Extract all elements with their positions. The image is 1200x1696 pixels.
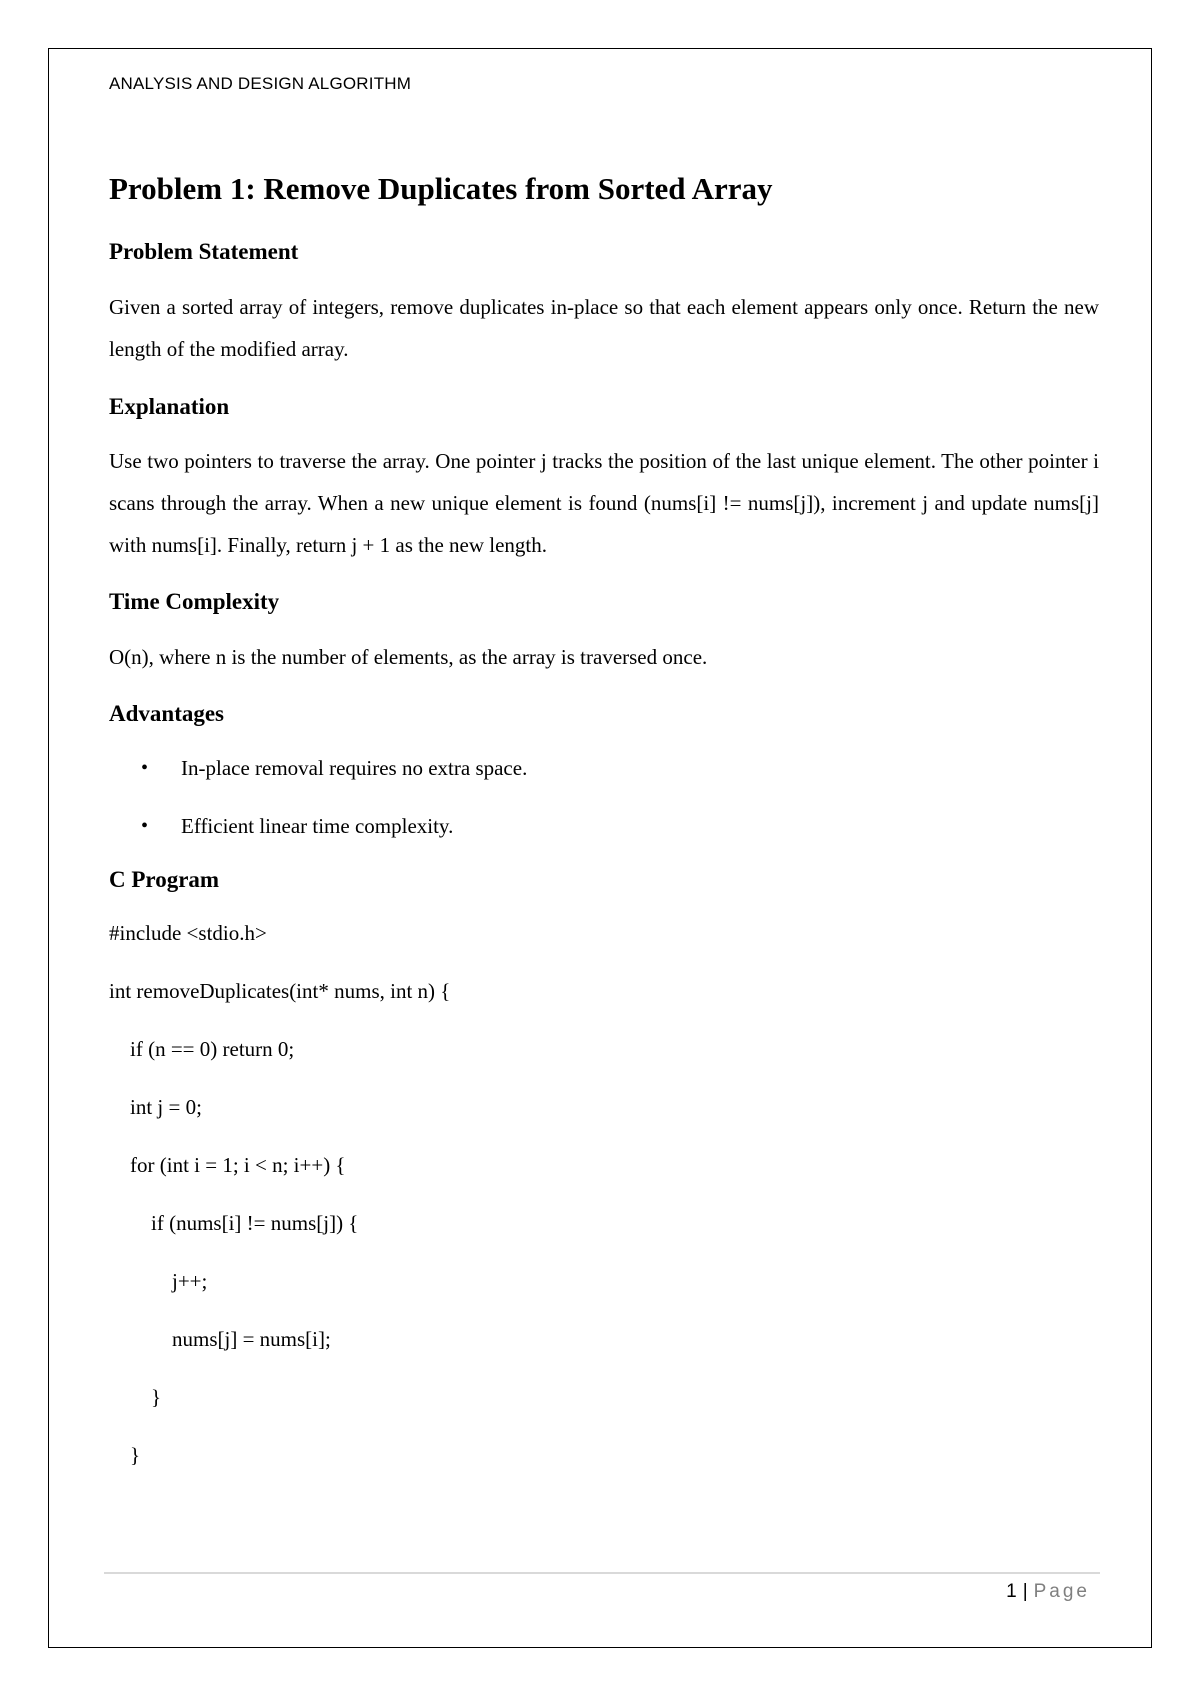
explanation-text: Use two pointers to traverse the array. One pointer j tracks the position of the last unique element. The other pointer i scans through the array. When a new unique element is found (nums[i] != nums[j]), increment j and update nums[j] with nums[i]. Finally, return j + 1 as the new length. — [109, 449, 1099, 558]
explanation-heading: Explanation — [109, 393, 230, 419]
bullet-icon: • — [141, 814, 149, 837]
code-line: nums[j] = nums[i]; — [109, 1327, 331, 1352]
bullet-icon: • — [141, 756, 149, 779]
list-item — [109, 808, 1099, 866]
running-header: ANALYSIS AND DESIGN ALGORITHM — [109, 74, 412, 93]
advantage-text: In-place removal requires no extra space. — [181, 755, 528, 780]
code-line: } — [109, 1385, 162, 1410]
code-block — [109, 915, 1099, 1495]
list-item — [109, 750, 1099, 808]
code-line: } — [109, 1443, 141, 1468]
code-line: int removeDuplicates(int* nums, int n) { — [109, 979, 451, 1004]
document-body — [109, 170, 1099, 1495]
time-complexity-text: O(n), where n is the number of elements, as the array is traversed once. — [109, 644, 708, 669]
code-line: if (nums[i] != nums[j]) { — [109, 1211, 359, 1236]
advantage-text: Efficient linear time complexity. — [181, 813, 454, 838]
footer-separator: | — [1022, 1581, 1028, 1602]
code-line: j++; — [109, 1269, 208, 1294]
page-footer — [1006, 1581, 1090, 1603]
problem-statement-text: Given a sorted array of integers, remove duplicates in-place so that each element appears only once. Return the new length of the modified array. — [109, 294, 1099, 361]
code-line: int j = 0; — [109, 1095, 202, 1120]
code-line: if (n == 0) return 0; — [109, 1037, 295, 1062]
page-label: Page — [1033, 1581, 1090, 1602]
code-line: #include <stdio.h> — [109, 921, 267, 946]
footer-divider — [104, 1572, 1100, 1574]
c-program-heading: C Program — [109, 866, 220, 892]
code-line: for (int i = 1; i < n; i++) { — [109, 1153, 346, 1178]
time-complexity-heading: Time Complexity — [109, 589, 280, 615]
page-number: 1 — [1006, 1581, 1017, 1602]
page-title: Problem 1: Remove Duplicates from Sorted Array — [109, 171, 773, 206]
problem-statement-heading: Problem Statement — [109, 239, 299, 265]
advantages-heading: Advantages — [109, 700, 225, 726]
advantages-list — [109, 750, 1099, 866]
